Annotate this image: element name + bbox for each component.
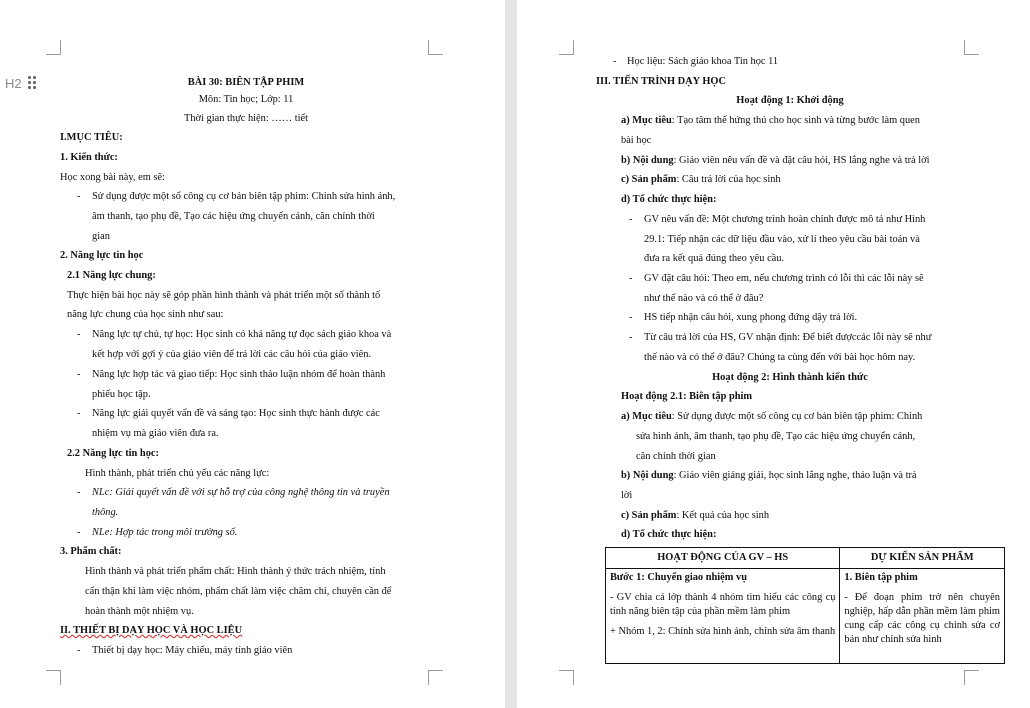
content-line: b) Nội dung: Giáo viên nêu vấn đề và đặt câu hỏi, HS lắng nghe và trả lời (621, 155, 930, 166)
bullet-text: đưa ra kết quả đúng theo yêu cầu. (644, 253, 785, 264)
bullet-text: thông. (92, 507, 119, 518)
lesson-duration: Thời gian thực hiện: …… tiết (184, 113, 308, 124)
bullet-text: GV nêu vấn đề: Một chương trình hoàn chỉnh được mô tả như Hình (644, 214, 926, 225)
subsection-heading: 3. Phẩm chất: (60, 546, 122, 557)
paragraph: Hình thành và phát triển phẩm chất: Hình thành ý thức trách nhiệm, tính (85, 566, 386, 577)
crop-mark (559, 670, 574, 685)
paragraph: bài học (621, 135, 652, 146)
bullet-text: Năng lực giải quyết vấn đề và sáng tạo: Học sinh thực hành được các (92, 408, 380, 419)
bullet-dash: - (77, 191, 81, 202)
subsection-heading: 2. Năng lực tin học (60, 250, 144, 261)
bullet-text: NLc: Giải quyết vấn đề với sự hỗ trợ của công nghệ thông tin và truyền (92, 487, 390, 498)
bullet-text: Sử dụng được một số công cụ cơ bản biên tập phim: Chỉnh sửa hình ảnh, (92, 191, 396, 202)
bullet-text: GV đặt câu hỏi: Theo em, nếu chương trình có lỗi thì các lỗi này sẽ (644, 273, 924, 284)
bullet-dash: - (629, 273, 633, 284)
subsection-heading: 1. Kiến thức: (60, 152, 118, 163)
content-line: b) Nội dung: Giáo viên giảng giải, học sinh lắng nghe, thảo luận và trả (621, 470, 917, 481)
crop-mark (46, 40, 61, 55)
bullet-dash: - (77, 369, 81, 380)
section-heading: III. TIẾN TRÌNH DẠY HỌC (596, 76, 727, 87)
bullet-text: Học liệu: Sách giáo khoa Tin học 11 (627, 56, 779, 67)
product-line: c) Sản phẩm: Kết quả của học sinh (621, 510, 770, 521)
paragraph: hoàn thành một nhiệm vụ. (85, 606, 194, 617)
bullet-text: kết hợp với gợi ý của giáo viên để trả lời các câu hỏi của giáo viên. (92, 349, 372, 360)
activity-table (605, 547, 1005, 664)
crop-mark (428, 40, 443, 55)
bullet-text: Năng lực hợp tác và giao tiếp: Học sinh thảo luận nhóm để hoàn thành (92, 369, 386, 380)
lesson-title: BÀI 30: BIÊN TẬP PHIM (187, 77, 305, 88)
subsection-heading: d) Tổ chức thực hiện: (621, 529, 717, 540)
bullet-dash: - (77, 408, 81, 419)
crop-mark (428, 670, 443, 685)
bullet-text: âm thanh, tạo phụ đề, Tạo các hiệu ứng chuyển cảnh, căn chỉnh thời (92, 211, 375, 222)
paragraph: lời (621, 490, 633, 501)
bullet-text: HS tiếp nhận câu hỏi, xung phong đứng dậy trả lời. (644, 312, 858, 323)
heading-level-marker[interactable]: H2 (5, 76, 22, 91)
objective-line: a) Mục tiêu: Tạo tâm thế hứng thú cho học sinh và từng bước làm quen (621, 115, 920, 126)
bullet-dash: - (629, 332, 633, 343)
page-left (0, 0, 505, 708)
bullet-dash: - (77, 527, 81, 538)
paragraph: Học xong bài này, em sẽ: (60, 172, 165, 183)
bullet-text: nhiệm vụ mà giáo viên đưa ra. (92, 428, 219, 439)
subsection-heading: 2.2 Năng lực tin học: (67, 448, 159, 459)
paragraph: năng lực chung của học sinh như sau: (67, 309, 224, 320)
bullet-dash: - (629, 214, 633, 225)
cell-text: - GV chia cả lớp thành 4 nhóm tìm hiểu các công cụ tính năng biên tập của phần mềm làm phim (610, 592, 836, 617)
paragraph: sửa hình ảnh, âm thanh, tạo phụ đề, Tạo các hiệu ứng chuyển cảnh, (636, 431, 916, 442)
bullet-text: như thế nào và có thể ở đâu? (644, 293, 764, 304)
product-heading: 1. Biên tập phim (844, 572, 918, 583)
bullet-text: thế nào và có thể ở đâu? Chúng ta cùng đến với bài học hôm nay. (644, 352, 916, 363)
paragraph: Thực hiện bài học này sẽ góp phần hình thành và phát triển một số thành tố (67, 290, 381, 301)
subsection-heading: 2.1 Năng lực chung: (67, 270, 156, 281)
bullet-text: NLe: Hợp tác trong môi trường số. (92, 527, 238, 538)
bullet-dash: - (77, 487, 81, 498)
crop-mark (559, 40, 574, 55)
table-header-cell: HOẠT ĐỘNG CỦA GV – HS (606, 548, 840, 569)
bullet-dash: - (629, 312, 633, 323)
bullet-dash: - (613, 56, 617, 67)
cell-text: + Nhóm 1, 2: Chỉnh sửa hình ảnh, chỉnh sửa âm thanh (610, 626, 836, 637)
bullet-text: Thiết bị dạy học: Máy chiếu, máy tính giáo viên (92, 645, 293, 656)
subsection-heading: d) Tổ chức thực hiện: (621, 194, 717, 205)
bullet-text: phiếu học tập. (92, 389, 151, 400)
bullet-text: Năng lực tự chủ, tự học: Học sinh có khả năng tự đọc sách giáo khoa và (92, 329, 392, 340)
paragraph: căn chỉnh thời gian (636, 451, 716, 462)
section-heading: I.MỤC TIÊU: (60, 132, 123, 143)
table-header-row (606, 548, 1005, 569)
table-header-cell: DỰ KIẾN SẢN PHẨM (840, 548, 1005, 569)
activity-title: Hoạt động 1: Khởi động (736, 95, 844, 106)
section-heading: II. THIẾT BỊ DẠY HỌC VÀ HỌC LIỆU (60, 625, 243, 636)
cell-text: - Để đoạn phim trở nên chuyên nghiệp, hấp dẫn phần mềm làm phim cung cấp các công cụ chỉnh sửa cơ bản như chỉnh sửa hình (844, 592, 1000, 645)
bullet-dash: - (77, 329, 81, 340)
step-heading: Bước 1: Chuyển giao nhiệm vụ (610, 572, 747, 583)
product-line: c) Sản phẩm: Câu trả lời của học sinh (621, 174, 781, 185)
objective-line: a) Mục tiêu: Sử dụng được một số công cụ cơ bản biên tập phim: Chỉnh (621, 411, 923, 422)
table-row (606, 569, 1005, 664)
bullet-dash: - (77, 645, 81, 656)
paragraph: cẩn thận khi làm việc nhóm, phẩm chất làm việc chăm chỉ, chuyên cần để (85, 586, 392, 597)
paragraph: Hình thành, phát triển chủ yếu các năng lực: (85, 468, 270, 479)
crop-mark (46, 670, 61, 685)
activity-title: Hoạt động 2: Hình thành kiến thức (712, 372, 868, 383)
bullet-text: gian (92, 231, 110, 242)
table-cell (840, 569, 1005, 664)
crop-mark (964, 40, 979, 55)
bullet-text: Từ câu trả lời của HS, GV nhận định: Để biết đượccác lỗi này sẽ như (644, 332, 932, 343)
drag-handle-icon[interactable] (28, 76, 38, 90)
lesson-subject: Môn: Tin học; Lớp: 11 (198, 94, 294, 105)
activity-subtitle: Hoạt động 2.1: Biên tập phim (621, 391, 753, 402)
crop-mark (964, 670, 979, 685)
table-cell (606, 569, 840, 664)
bullet-text: 29.1: Tiếp nhận các dữ liệu đầu vào, xử lí theo yêu cầu bài toán và (644, 234, 920, 245)
page-gutter (505, 0, 517, 708)
